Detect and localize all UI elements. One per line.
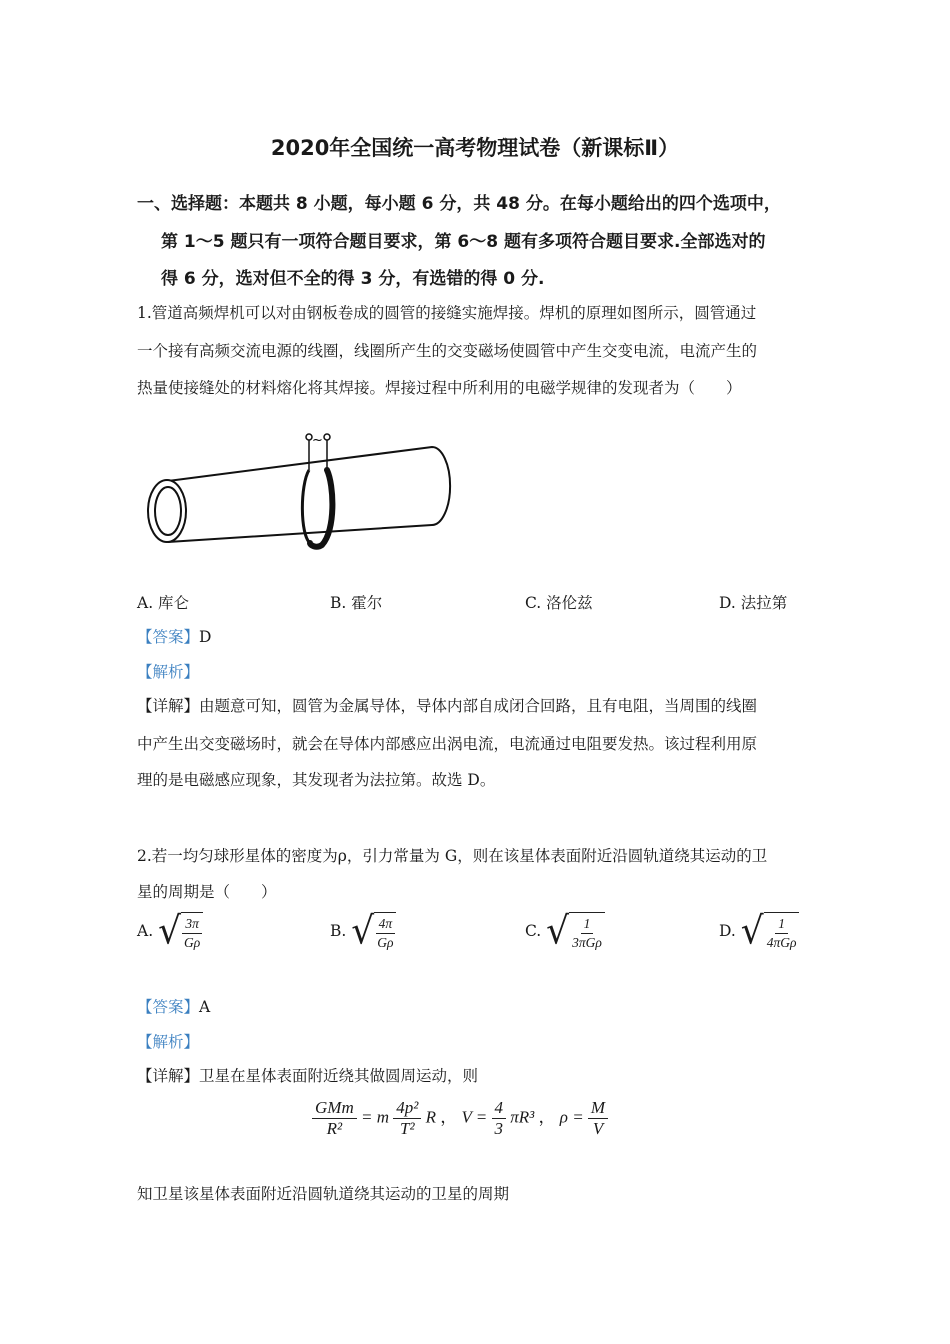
eq-frac-2-num: 4p² — [393, 1098, 421, 1119]
q1-option-a: A. 库仑 — [137, 594, 190, 612]
section-header-line-1: 一、选择题：本题共 8 小题，每小题 6 分，共 48 分。在每小题给出的四个选项中， — [137, 194, 781, 214]
eq-frac-1-den: R² — [326, 1119, 343, 1138]
option-denominator: 3πGρ — [572, 935, 602, 950]
section-header-line-2: 第 1～5 题只有一项符合题目要求，第 6～8 题有多项符合题目要求.全部选对的 — [161, 232, 766, 252]
answer-tag: 【答案】 — [137, 628, 200, 646]
q1-stem-line-2: 一个接有高频交流电源的线圈，线圈所产生的交变磁场使圆管中产生交变电流，电流产生的 — [137, 342, 758, 360]
eq-frac-3-num: 4 — [492, 1098, 507, 1119]
q2-option-c: C. √ $\frac{1}{\text{3πGρ}}$ — [525, 912, 605, 952]
eq-frac-1-num: GMm — [312, 1098, 357, 1119]
option-label: A. — [137, 922, 154, 940]
option-numerator: 1 — [581, 915, 594, 934]
option-numerator: 3π — [182, 915, 202, 934]
q2-analysis-tag: 【解析】 — [137, 1033, 200, 1051]
q2-answer — [137, 995, 210, 1017]
eq-frac-3-den: 3 — [494, 1119, 504, 1138]
eq-term: πR³ — [510, 1107, 535, 1127]
detail-text: 卫星在星体表面附近绕其做圆周运动，则 — [199, 1067, 479, 1085]
q1-detail-line-3: 理的是电磁感应现象，其发现者为法拉第。故选 D。 — [137, 771, 496, 789]
q2-stem-line-2: 星的周期是（ ） — [137, 883, 277, 901]
eq-term: R — [425, 1107, 436, 1127]
detail-text: 由题意可知，圆管为金属导体，导体内部自成闭合回路，且有电阻，当周围的线圈 — [199, 697, 758, 715]
eq-separator: ， — [538, 1107, 556, 1127]
q1-option-c: C. 洛伦兹 — [525, 594, 593, 612]
option-denominator: Gρ — [184, 935, 201, 950]
option-numerator: 4π — [376, 915, 396, 934]
option-label: B. — [330, 922, 347, 940]
section-header-line-3: 得 6 分，选对但不全的得 3 分，有选错的得 0 分. — [161, 269, 545, 289]
q2-detail-line-1 — [137, 1064, 478, 1086]
detail-tag: 【详解】 — [137, 1067, 200, 1085]
detail-tag: 【详解】 — [137, 697, 200, 715]
q2-equation — [312, 1098, 608, 1139]
answer-value: A — [199, 998, 211, 1016]
eq-term: = m — [360, 1107, 389, 1127]
q2-conclusion: 知卫星该星体表面附近沿圆轨道绕其运动的卫星的周期 — [137, 1185, 510, 1203]
pipe-end-inner — [155, 487, 181, 535]
option-label: D. — [719, 922, 736, 940]
q1-detail-line-1 — [137, 694, 757, 716]
ac-source-icon: ~ — [312, 433, 323, 448]
option-denominator: Gρ — [377, 935, 394, 950]
q1-option-b: B. 霍尔 — [330, 594, 383, 612]
eq-term: ρ = — [559, 1107, 584, 1127]
option-numerator: 1 — [775, 915, 788, 934]
q2-option-d: D. √ $\frac{1}{\text{4πGρ}}$ — [719, 912, 799, 952]
q1-answer — [137, 625, 211, 647]
terminal-right — [324, 434, 330, 440]
q1-option-d: D. 法拉第 — [719, 594, 788, 612]
q2-stem-line-1: 2.若一均匀球形星体的密度为ρ，引力常量为 G，则在该星体表面附近沿圆轨道绕其运动的卫 — [137, 847, 768, 865]
q1-analysis-tag: 【解析】 — [137, 663, 200, 681]
eq-frac-4-num: M — [588, 1098, 608, 1119]
q2-option-b: B. √ $\frac{4\pi}{G\rho}$ — [330, 912, 396, 952]
pipe-coil-figure — [140, 425, 460, 555]
eq-frac-2-den: T² — [399, 1119, 415, 1138]
coil-front — [310, 470, 332, 547]
option-denominator: 4πGρ — [766, 935, 797, 950]
answer-tag: 【答案】 — [137, 998, 200, 1016]
option-label: C. — [525, 922, 542, 940]
q1-detail-line-2: 中产生出交变磁场时，就会在导体内部感应出涡电流，电流通过电阻要发热。该过程利用原 — [137, 735, 758, 753]
q2-option-a: A. √ $\frac{3\pi}{G\rho}$ — [137, 912, 203, 952]
q1-stem-line-1: 1.管道高频焊机可以对由钢板卷成的圆管的接缝实施焊接。焊机的原理如图所示，圆管通过 — [137, 304, 757, 322]
eq-frac-4-den: V — [592, 1119, 604, 1138]
eq-separator: ， — [440, 1107, 458, 1127]
answer-value: D — [199, 628, 212, 646]
page-title: 2020年全国统一高考物理试卷（新课标Ⅱ） — [270, 136, 680, 160]
eq-term: V = — [461, 1107, 488, 1127]
q1-stem-line-3: 热量使接缝处的材料熔化将其焊接。焊接过程中所利用的电磁学规律的发现者为（ ） — [137, 379, 742, 397]
